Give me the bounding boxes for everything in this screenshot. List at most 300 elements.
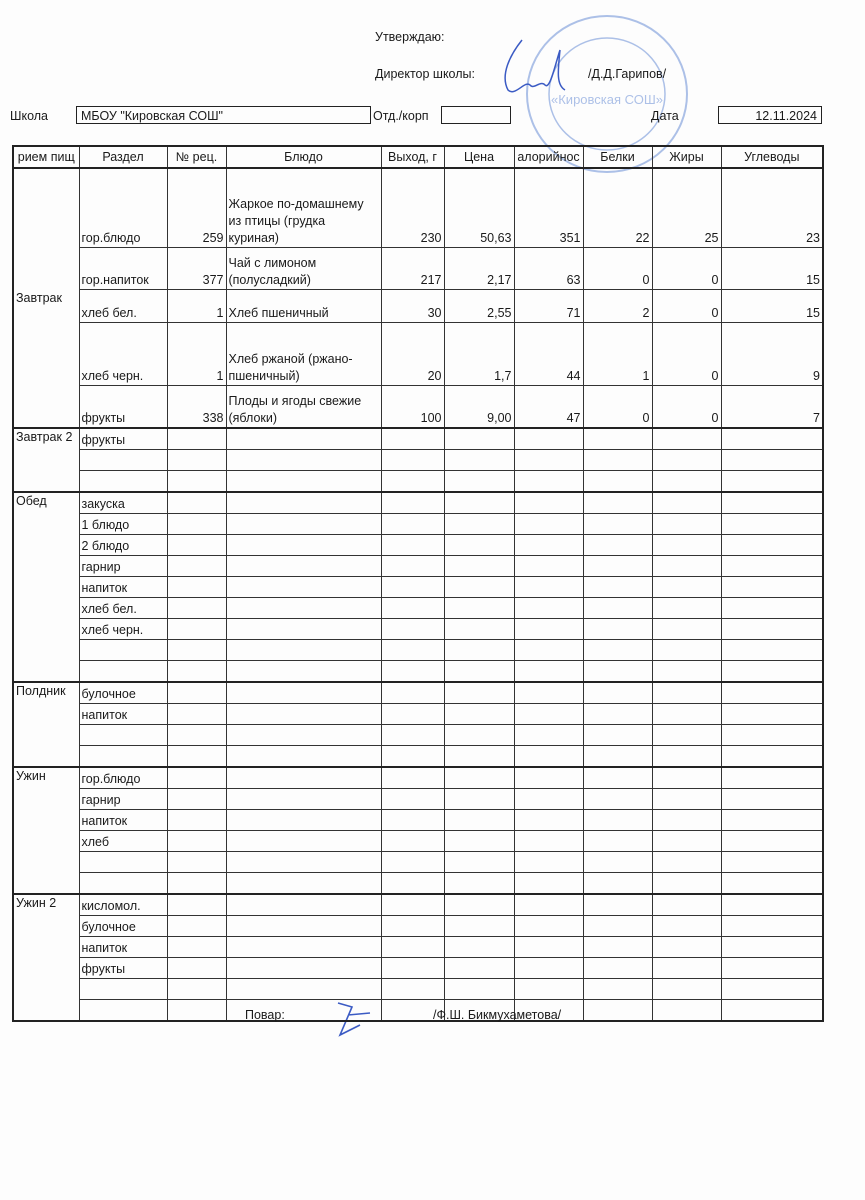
cell-fat [652, 852, 721, 873]
table-row [13, 852, 823, 873]
cell-section: гарнир [79, 789, 167, 810]
table-row [13, 894, 823, 916]
cell-price [444, 725, 514, 746]
cell-dish [226, 852, 381, 873]
director-label: Директор школы: [375, 67, 475, 81]
cell-carbs [721, 725, 823, 746]
cell-dish [226, 958, 381, 979]
cell-carbs [721, 640, 823, 661]
cell-kcal [514, 556, 583, 577]
cell-price [444, 450, 514, 471]
cell-section [79, 471, 167, 493]
cell-carbs [721, 704, 823, 725]
table-row [13, 958, 823, 979]
cell-yield [381, 640, 444, 661]
cell-protein: 1 [583, 323, 652, 386]
cell-fat [652, 577, 721, 598]
cell-yield [381, 682, 444, 704]
cell-section: гор.блюдо [79, 767, 167, 789]
cell-kcal [514, 640, 583, 661]
cell-fat [652, 661, 721, 683]
cell-recipe [167, 937, 226, 958]
cell-protein [583, 428, 652, 450]
cell-kcal [514, 831, 583, 852]
cell-carbs [721, 682, 823, 704]
table-header [13, 146, 823, 168]
cell-section: хлеб бел. [79, 598, 167, 619]
school-label: Школа [10, 109, 48, 123]
cell-yield: 20 [381, 323, 444, 386]
cell-carbs [721, 535, 823, 556]
cell-price [444, 852, 514, 873]
cell-section: закуска [79, 492, 167, 514]
cell-carbs [721, 598, 823, 619]
cell-protein [583, 471, 652, 493]
cell-kcal [514, 682, 583, 704]
cell-section: булочное [79, 916, 167, 937]
cell-dish [226, 640, 381, 661]
meal-name: Полдник [13, 682, 79, 767]
cell-fat [652, 598, 721, 619]
cell-price [444, 810, 514, 831]
cell-section [79, 640, 167, 661]
cell-price [444, 704, 514, 725]
cell-section: напиток [79, 704, 167, 725]
cell-protein [583, 810, 652, 831]
cell-section: фрукты [79, 386, 167, 429]
cell-kcal [514, 852, 583, 873]
cell-section [79, 661, 167, 683]
cell-fat [652, 1000, 721, 1022]
cell-price [444, 556, 514, 577]
column-header-protein: Белки [583, 146, 652, 168]
table-row [13, 386, 823, 429]
cell-fat [652, 894, 721, 916]
cell-dish [226, 831, 381, 852]
cell-recipe [167, 492, 226, 514]
cell-section: хлеб бел. [79, 290, 167, 323]
cell-protein [583, 873, 652, 895]
cell-fat [652, 428, 721, 450]
cell-recipe [167, 810, 226, 831]
cell-kcal: 351 [514, 168, 583, 248]
cell-kcal [514, 979, 583, 1000]
cell-kcal [514, 598, 583, 619]
cell-carbs: 23 [721, 168, 823, 248]
cell-yield [381, 789, 444, 810]
cell-protein [583, 556, 652, 577]
cell-yield [381, 471, 444, 493]
cell-kcal [514, 704, 583, 725]
cell-recipe: 1 [167, 290, 226, 323]
director-signature [470, 35, 580, 105]
cell-fat [652, 704, 721, 725]
cell-carbs [721, 873, 823, 895]
table-row [13, 873, 823, 895]
cell-protein: 0 [583, 248, 652, 290]
approve-label: Утверждаю: [375, 30, 445, 44]
table-row [13, 1000, 823, 1022]
meal-name: Завтрак 2 [13, 428, 79, 492]
cell-fat [652, 725, 721, 746]
cell-section: напиток [79, 810, 167, 831]
cell-price [444, 789, 514, 810]
cell-recipe [167, 789, 226, 810]
cell-price [444, 428, 514, 450]
cell-carbs [721, 789, 823, 810]
cell-section: хлеб [79, 831, 167, 852]
cell-dish [226, 514, 381, 535]
cell-recipe [167, 471, 226, 493]
cell-carbs [721, 428, 823, 450]
cell-carbs: 15 [721, 290, 823, 323]
cell-recipe [167, 916, 226, 937]
cell-kcal [514, 471, 583, 493]
cell-price [444, 619, 514, 640]
table-row [13, 640, 823, 661]
table-row [13, 577, 823, 598]
table-row [13, 916, 823, 937]
cell-dish [226, 979, 381, 1000]
cell-kcal [514, 492, 583, 514]
cell-carbs [721, 619, 823, 640]
cell-carbs [721, 916, 823, 937]
cell-price [444, 958, 514, 979]
cell-fat: 0 [652, 323, 721, 386]
cell-carbs [721, 661, 823, 683]
table-row [13, 492, 823, 514]
cell-protein [583, 767, 652, 789]
school-field[interactable]: МБОУ "Кировская СОШ" [76, 106, 371, 124]
column-header-fat: Жиры [652, 146, 721, 168]
table-row [13, 428, 823, 450]
cell-kcal [514, 767, 583, 789]
meal-name: Обед [13, 492, 79, 682]
column-header-recipe: № рец. [167, 146, 226, 168]
cell-dish [226, 725, 381, 746]
table-row [13, 619, 823, 640]
cell-dish [226, 450, 381, 471]
director-name: /Д.Д.Гарипов/ [588, 67, 667, 81]
cell-recipe: 377 [167, 248, 226, 290]
cell-recipe [167, 682, 226, 704]
cell-recipe [167, 725, 226, 746]
cell-dish [226, 767, 381, 789]
cell-yield [381, 556, 444, 577]
cell-yield [381, 937, 444, 958]
cell-section: гор.напиток [79, 248, 167, 290]
cell-price [444, 767, 514, 789]
cell-recipe [167, 746, 226, 768]
cell-yield [381, 894, 444, 916]
cell-fat: 0 [652, 248, 721, 290]
dept-field[interactable] [441, 106, 511, 124]
cell-dish [226, 746, 381, 768]
cell-section: фрукты [79, 428, 167, 450]
cell-dish [226, 916, 381, 937]
cell-recipe: 338 [167, 386, 226, 429]
cell-carbs [721, 831, 823, 852]
cell-fat: 0 [652, 290, 721, 323]
cell-protein [583, 640, 652, 661]
dept-label: Отд./корп [373, 109, 429, 123]
cell-section: 1 блюдо [79, 514, 167, 535]
cell-dish: Жаркое по-домашнему из птицы (грудка куриная) [226, 168, 381, 248]
cell-yield: 30 [381, 290, 444, 323]
cell-protein [583, 725, 652, 746]
cell-fat [652, 556, 721, 577]
cell-recipe [167, 661, 226, 683]
cell-section [79, 979, 167, 1000]
cell-price: 9,00 [444, 386, 514, 429]
cell-price [444, 746, 514, 768]
cell-carbs [721, 937, 823, 958]
cell-yield: 217 [381, 248, 444, 290]
cell-price [444, 514, 514, 535]
cell-section: хлеб черн. [79, 323, 167, 386]
cell-fat [652, 916, 721, 937]
table-row [13, 535, 823, 556]
cell-recipe [167, 514, 226, 535]
cell-yield [381, 598, 444, 619]
cell-yield [381, 704, 444, 725]
table-row [13, 725, 823, 746]
cell-recipe [167, 450, 226, 471]
cell-section [79, 746, 167, 768]
cell-price [444, 831, 514, 852]
cell-price [444, 598, 514, 619]
cell-protein [583, 450, 652, 471]
cell-dish [226, 894, 381, 916]
cell-carbs [721, 450, 823, 471]
table-row [13, 168, 823, 248]
cell-fat [652, 810, 721, 831]
cell-yield: 100 [381, 386, 444, 429]
table-row [13, 556, 823, 577]
cell-recipe [167, 1000, 226, 1022]
cell-protein [583, 979, 652, 1000]
cell-dish [226, 873, 381, 895]
cell-yield [381, 916, 444, 937]
cell-kcal [514, 873, 583, 895]
cell-kcal [514, 514, 583, 535]
cell-dish [226, 471, 381, 493]
cell-fat [652, 514, 721, 535]
cell-protein [583, 789, 652, 810]
cell-carbs [721, 894, 823, 916]
cell-kcal [514, 619, 583, 640]
date-field[interactable]: 12.11.2024 [718, 106, 822, 124]
cell-price [444, 492, 514, 514]
cell-recipe [167, 577, 226, 598]
cell-fat: 25 [652, 168, 721, 248]
cell-kcal [514, 428, 583, 450]
cell-section [79, 873, 167, 895]
cell-yield [381, 428, 444, 450]
cell-dish [226, 492, 381, 514]
cell-recipe [167, 428, 226, 450]
column-header-meal: рием пищ [13, 146, 79, 168]
cell-carbs [721, 810, 823, 831]
cell-carbs [721, 514, 823, 535]
column-header-kcal: алорийнос [514, 146, 583, 168]
cell-recipe [167, 767, 226, 789]
cell-recipe [167, 640, 226, 661]
cell-dish [226, 577, 381, 598]
cell-yield [381, 619, 444, 640]
column-header-carbs: Углеводы [721, 146, 823, 168]
cell-kcal [514, 958, 583, 979]
cell-protein [583, 852, 652, 873]
cell-protein [583, 577, 652, 598]
cell-yield [381, 746, 444, 768]
meal-name: Завтрак [13, 168, 79, 428]
cell-yield [381, 492, 444, 514]
cell-recipe [167, 873, 226, 895]
column-header-yield: Выход, г [381, 146, 444, 168]
cell-fat [652, 471, 721, 493]
cell-price [444, 937, 514, 958]
table-row [13, 248, 823, 290]
svg-text:«Кировская СОШ»: «Кировская СОШ» [551, 92, 663, 107]
cell-recipe [167, 979, 226, 1000]
cell-dish [226, 661, 381, 683]
table-row [13, 471, 823, 493]
cell-protein [583, 1000, 652, 1022]
cell-fat [652, 640, 721, 661]
cell-kcal [514, 535, 583, 556]
cell-section: фрукты [79, 958, 167, 979]
cell-dish: Плоды и ягоды свежие (яблоки) [226, 386, 381, 429]
cell-recipe [167, 831, 226, 852]
cell-yield [381, 979, 444, 1000]
table-row [13, 704, 823, 725]
cell-price: 1,7 [444, 323, 514, 386]
cell-recipe [167, 598, 226, 619]
cell-protein [583, 535, 652, 556]
cell-carbs [721, 746, 823, 768]
table-row [13, 290, 823, 323]
cell-kcal [514, 789, 583, 810]
cell-yield [381, 767, 444, 789]
cell-protein [583, 661, 652, 683]
cell-dish: Хлеб пшеничный [226, 290, 381, 323]
cell-carbs [721, 556, 823, 577]
cell-protein: 22 [583, 168, 652, 248]
cell-protein [583, 598, 652, 619]
cell-protein [583, 894, 652, 916]
cell-section: 2 блюдо [79, 535, 167, 556]
cell-carbs [721, 1000, 823, 1022]
cell-price [444, 873, 514, 895]
cell-carbs [721, 852, 823, 873]
cell-yield [381, 535, 444, 556]
cell-protein [583, 682, 652, 704]
cell-dish [226, 789, 381, 810]
menu-table [12, 145, 824, 1022]
cell-fat [652, 937, 721, 958]
cell-protein [583, 704, 652, 725]
cell-carbs [721, 958, 823, 979]
column-header-price: Цена [444, 146, 514, 168]
cell-recipe: 1 [167, 323, 226, 386]
column-header-section: Раздел [79, 146, 167, 168]
cell-recipe [167, 619, 226, 640]
cell-price: 2,55 [444, 290, 514, 323]
cell-dish [226, 682, 381, 704]
cell-carbs: 9 [721, 323, 823, 386]
cell-price: 2,17 [444, 248, 514, 290]
cell-carbs [721, 471, 823, 493]
cell-protein: 2 [583, 290, 652, 323]
cell-yield [381, 514, 444, 535]
table-row [13, 450, 823, 471]
cell-section: напиток [79, 577, 167, 598]
cell-carbs: 15 [721, 248, 823, 290]
table-row [13, 746, 823, 768]
cell-section [79, 450, 167, 471]
cell-kcal [514, 725, 583, 746]
cell-recipe [167, 704, 226, 725]
cell-kcal: 47 [514, 386, 583, 429]
cell-yield [381, 450, 444, 471]
date-label: Дата [651, 109, 679, 123]
cell-kcal [514, 937, 583, 958]
cell-dish [226, 704, 381, 725]
cell-protein [583, 916, 652, 937]
cell-recipe [167, 535, 226, 556]
cell-fat [652, 619, 721, 640]
cell-price [444, 916, 514, 937]
cell-fat [652, 873, 721, 895]
cell-fat [652, 535, 721, 556]
table-row [13, 514, 823, 535]
table-row [13, 767, 823, 789]
cell-section [79, 852, 167, 873]
cell-recipe [167, 958, 226, 979]
cell-dish [226, 937, 381, 958]
cell-dish: Хлеб ржаной (ржано-пшеничный) [226, 323, 381, 386]
cell-dish [226, 428, 381, 450]
meal-name: Ужин [13, 767, 79, 894]
cell-fat [652, 958, 721, 979]
cook-label: Повар: [245, 1008, 285, 1022]
cell-yield [381, 810, 444, 831]
cell-kcal [514, 894, 583, 916]
cell-dish [226, 810, 381, 831]
cell-carbs [721, 577, 823, 598]
cell-fat [652, 767, 721, 789]
cell-carbs [721, 492, 823, 514]
cell-section: хлеб черн. [79, 619, 167, 640]
cell-section: гор.блюдо [79, 168, 167, 248]
cell-yield [381, 831, 444, 852]
cell-price [444, 682, 514, 704]
cell-protein [583, 937, 652, 958]
cell-section: кисломол. [79, 894, 167, 916]
cell-carbs [721, 767, 823, 789]
cell-fat [652, 450, 721, 471]
cell-recipe [167, 894, 226, 916]
cell-yield [381, 852, 444, 873]
cell-price [444, 535, 514, 556]
cell-yield [381, 958, 444, 979]
cell-fat [652, 831, 721, 852]
table-row [13, 323, 823, 386]
cell-yield: 230 [381, 168, 444, 248]
cell-kcal: 71 [514, 290, 583, 323]
cell-section: напиток [79, 937, 167, 958]
